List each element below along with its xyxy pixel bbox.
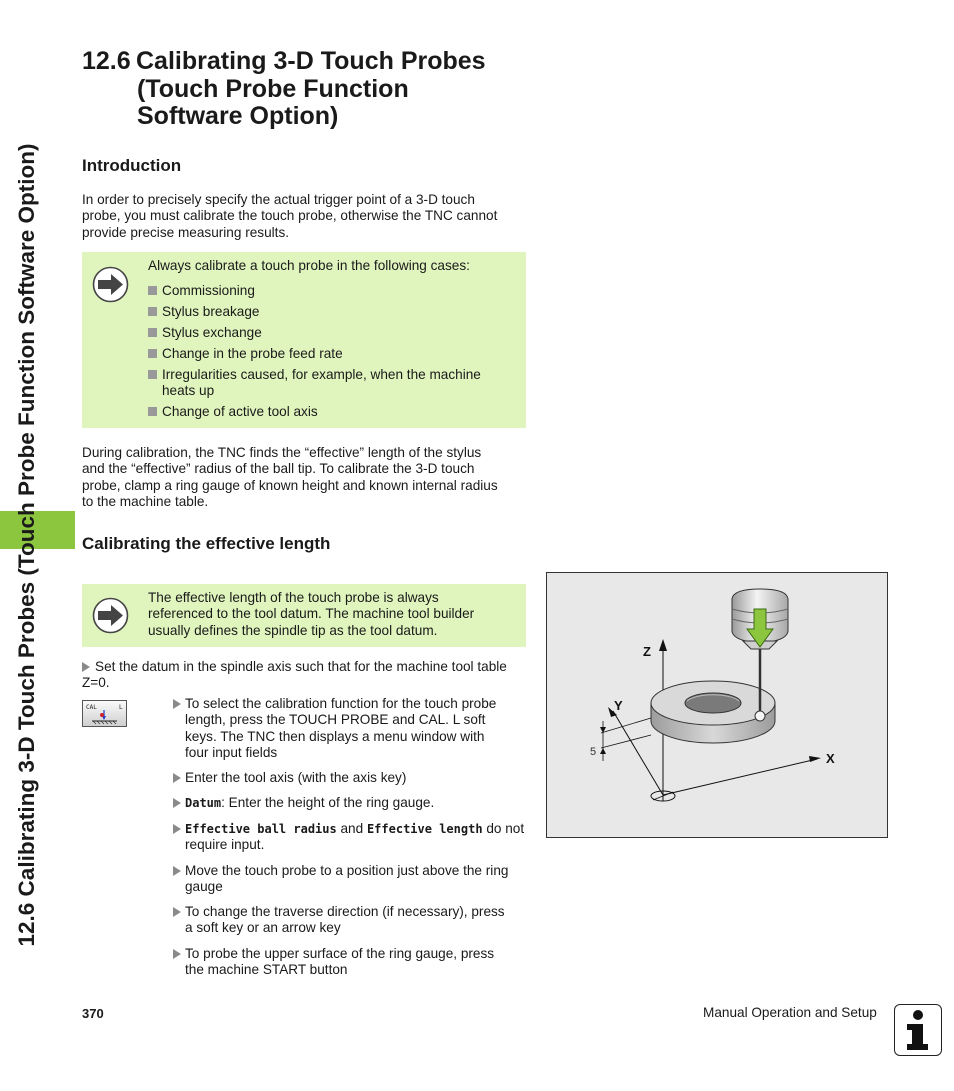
note-box-calibrate-cases [82,252,526,428]
section-heading-effective-length: Calibrating the effective length [82,534,331,553]
chapter-title-line3: Software Option) [137,102,339,130]
intro-paragraph [82,192,527,241]
text-line: usually defines the spindle tip as the tool datum. [148,622,438,638]
chapter-title-line1: Calibrating 3-D Touch Probes [136,47,486,75]
cases-list [148,283,518,425]
text-line: probe, clamp a ring gauge of known height and known internal radius [82,477,498,493]
text-line: do not [482,821,525,836]
calibration-paragraph [82,445,527,510]
ring-gauge-illustration [547,573,887,837]
step-arrow-icon [82,662,90,672]
step-arrow-icon [173,824,181,834]
code-datum: Datum [185,796,222,810]
text-line: Set the datum in the spindle axis such that for the machine tool table [95,659,507,674]
axis-z-label: Z [643,644,651,659]
info-glyph [895,1005,940,1054]
axis-y-label: Y [614,698,623,713]
arrow-right-icon [92,266,129,303]
text-line: In order to precisely specify the actual trigger point of a 3-D touch [82,192,475,207]
text-line: require input. [185,837,265,853]
list-item-text: Commissioning [162,283,255,298]
step-arrow-icon [173,798,181,808]
code-effective-ball-radius: Effective ball radius [185,822,337,836]
cal-l-softkey-icon [83,701,126,726]
list-item [148,367,518,400]
text-line: probe, you must calibrate the touch probe, otherwise the TNC cannot [82,208,498,224]
chapter-title [82,48,486,131]
note-text [148,590,518,639]
page-number: 370 [82,1006,104,1021]
sidebar-label-text: 12.6 Calibrating 3-D Touch Probes (Touch Probe Function Software Option) [14,143,39,947]
step-set-datum [82,659,527,692]
text-line: and the “effective” radius of the ball tip. To calibrate the 3-D touch [82,461,475,477]
text-line: To probe the upper surface of the ring gauge, press [185,946,495,961]
chapter-number: 12.6 [82,47,131,75]
code-effective-length: Effective length [366,822,483,836]
text-line: and [336,821,367,836]
list-item-text: Change of active tool axis [162,403,318,419]
footer-chapter-title: Manual Operation and Setup [703,1005,877,1020]
step-change-direction [173,904,528,937]
list-item-text: Stylus breakage [162,303,260,319]
list-item-text: Stylus exchange [162,324,262,340]
text-line: keys. The TNC then displays a menu window with [185,728,485,744]
dimension-5-label: 5 [590,746,597,758]
text-line: a soft key or an arrow key [185,920,341,936]
calibration-figure [546,572,888,838]
text-line: The effective length of the touch probe is always [148,590,439,605]
text-line: To select the calibration function for the touch probe [185,696,497,711]
step-enter-tool-axis [173,770,528,786]
step-probe-surface [173,946,528,979]
text-line: four input fields [185,744,278,760]
step-arrow-icon [173,699,181,709]
text-line: to the machine table. [82,493,209,509]
softkey-cal-text: CAL [86,704,97,711]
sidebar-chapter-label [10,40,44,1050]
arrow-right-icon [92,597,129,634]
list-item [148,304,518,320]
chapter-title-line2: (Touch Probe Function [137,74,409,103]
text-line: : Enter the height of the ring gauge. [221,795,435,810]
list-item-text: Change in the probe feed rate [162,345,343,361]
text-line: gauge [185,879,223,895]
note-intro-text: Always calibrate a touch probe in the following cases: [148,258,470,273]
text-line: To change the traverse direction (if necessary), press [185,904,505,919]
axis-x-label: X [826,751,835,766]
step-select-calibration [173,696,528,761]
step-arrow-icon [173,907,181,917]
list-item-text: Irregularities caused, for example, when the machine heats up [162,366,481,398]
step-arrow-icon [173,773,181,783]
list-item [148,404,518,420]
section-heading-introduction: Introduction [82,156,182,175]
step-arrow-icon [173,949,181,959]
info-icon [894,1004,942,1056]
text-line: referenced to the tool datum. The machine tool builder [148,606,475,622]
step-no-input [173,821,528,854]
note-box-effective-length [82,584,526,647]
softkey-l-text: L [119,704,123,711]
text-line: During calibration, the TNC finds the “effective” length of the stylus [82,445,482,460]
list-item [148,325,518,341]
text-line: Move the touch probe to a position just above the ring [185,863,509,878]
text-line: provide precise measuring results. [82,224,290,240]
cal-l-softkey[interactable] [82,700,127,727]
list-item [148,346,518,362]
text-line: Enter the tool axis (with the axis key) [185,770,407,785]
step-datum [173,795,528,811]
list-item [148,283,518,299]
text-line: the machine START button [185,962,348,978]
step-arrow-icon [173,866,181,876]
text-line: Z=0. [82,675,110,691]
step-move-probe [173,863,528,896]
text-line: length, press the TOUCH PROBE and CAL. L soft [185,712,486,728]
